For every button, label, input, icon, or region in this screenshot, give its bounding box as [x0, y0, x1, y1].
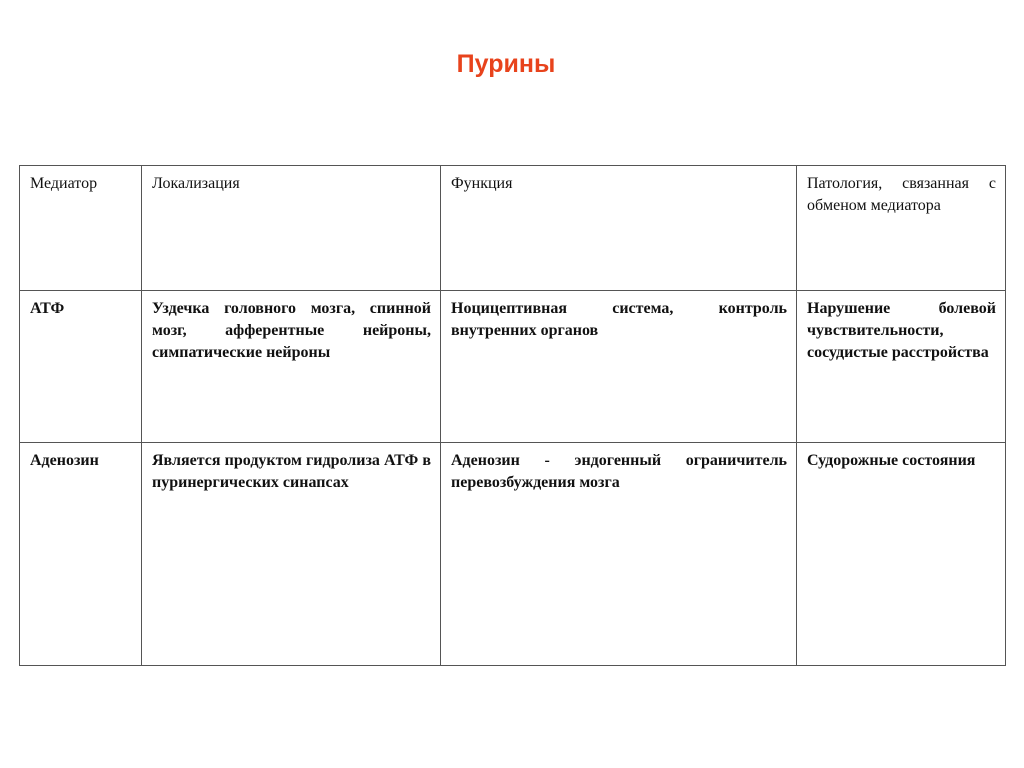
cell-mediator: АТФ: [20, 291, 142, 443]
cell-localization: Является продуктом гидролиза АТФ в пуринергических синапсах: [142, 443, 441, 666]
table-header-row: [20, 166, 1006, 291]
header-localization: Локализация: [142, 166, 441, 291]
header-pathology: Патология, связанная с обменом медиатора: [797, 166, 1006, 291]
cell-pathology: Нарушение болевой чувствительности, сосудистые расстройства: [797, 291, 1006, 443]
page-title: Пурины: [456, 50, 556, 78]
table-row: [20, 291, 1006, 443]
header-function: Функция: [441, 166, 797, 291]
cell-localization: Уздечка головного мозга, спинной мозг, афферентные нейроны, симпатические нейроны: [142, 291, 441, 443]
table-row: [20, 443, 1006, 666]
cell-function: Ноцицептивная система, контроль внутренних органов: [441, 291, 797, 443]
cell-mediator: Аденозин: [20, 443, 142, 666]
cell-function: Аденозин - эндогенный ограничитель перевозбуждения мозга: [441, 443, 797, 666]
cell-pathology: Судорожные состояния: [797, 443, 1006, 666]
header-mediator: Медиатор: [20, 166, 142, 291]
mediator-table: [19, 165, 1006, 666]
